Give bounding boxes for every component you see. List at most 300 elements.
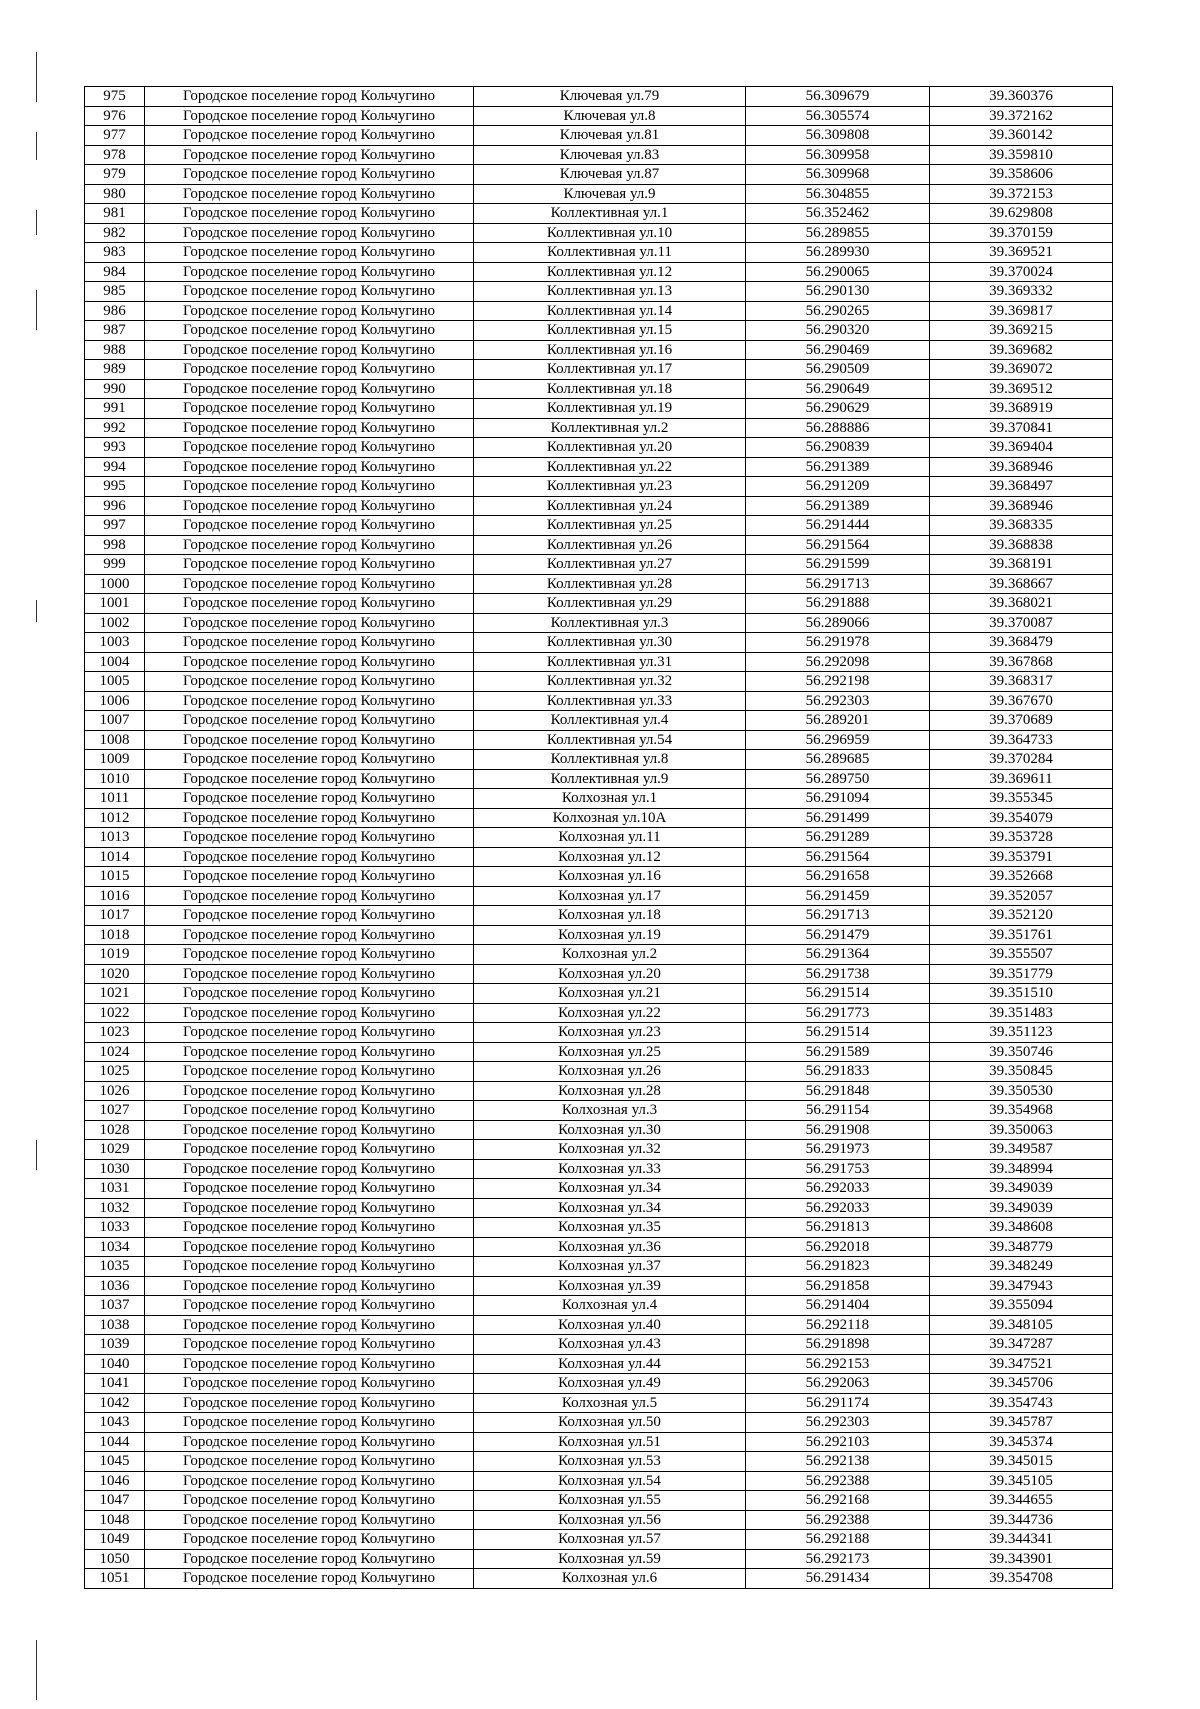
latitude-cell: 56.292388 xyxy=(746,1471,930,1491)
address-cell: Коллективная ул.31 xyxy=(474,652,746,672)
table-row xyxy=(85,360,1113,380)
table-row xyxy=(85,1257,1113,1277)
latitude-cell: 56.309808 xyxy=(746,126,930,146)
table-row xyxy=(85,594,1113,614)
longitude-cell: 39.344655 xyxy=(930,1491,1113,1511)
table-row xyxy=(85,1354,1113,1374)
row-number-cell: 981 xyxy=(85,204,145,224)
row-number-cell: 1049 xyxy=(85,1530,145,1550)
settlement-cell: Городское поселение город Кольчугино xyxy=(145,691,474,711)
table-row xyxy=(85,243,1113,263)
row-number-cell: 976 xyxy=(85,106,145,126)
longitude-cell: 39.368946 xyxy=(930,496,1113,516)
longitude-cell: 39.347287 xyxy=(930,1335,1113,1355)
table-row xyxy=(85,1003,1113,1023)
settlement-cell: Городское поселение город Кольчугино xyxy=(145,1530,474,1550)
row-number-cell: 1024 xyxy=(85,1042,145,1062)
latitude-cell: 56.289930 xyxy=(746,243,930,263)
row-number-cell: 983 xyxy=(85,243,145,263)
table-row xyxy=(85,1081,1113,1101)
row-number-cell: 1008 xyxy=(85,730,145,750)
table-row xyxy=(85,984,1113,1004)
address-cell: Колхозная ул.23 xyxy=(474,1023,746,1043)
row-number-cell: 1044 xyxy=(85,1432,145,1452)
longitude-cell: 39.370689 xyxy=(930,711,1113,731)
latitude-cell: 56.291174 xyxy=(746,1393,930,1413)
address-cell: Колхозная ул.55 xyxy=(474,1491,746,1511)
latitude-cell: 56.304855 xyxy=(746,184,930,204)
table-row xyxy=(85,1374,1113,1394)
longitude-cell: 39.349039 xyxy=(930,1179,1113,1199)
address-cell: Ключевая ул.9 xyxy=(474,184,746,204)
latitude-cell: 56.305574 xyxy=(746,106,930,126)
longitude-cell: 39.354743 xyxy=(930,1393,1113,1413)
latitude-cell: 56.288886 xyxy=(746,418,930,438)
table-row xyxy=(85,1140,1113,1160)
latitude-cell: 56.292303 xyxy=(746,1413,930,1433)
scan-artifact xyxy=(36,210,37,235)
longitude-cell: 39.369332 xyxy=(930,282,1113,302)
longitude-cell: 39.368317 xyxy=(930,672,1113,692)
table-row xyxy=(85,496,1113,516)
longitude-cell: 39.345706 xyxy=(930,1374,1113,1394)
latitude-cell: 56.291289 xyxy=(746,828,930,848)
address-cell: Коллективная ул.23 xyxy=(474,477,746,497)
table-row xyxy=(85,1198,1113,1218)
settlement-cell: Городское поселение город Кольчугино xyxy=(145,808,474,828)
longitude-cell: 39.345374 xyxy=(930,1432,1113,1452)
settlement-cell: Городское поселение город Кольчугино xyxy=(145,106,474,126)
latitude-cell: 56.291154 xyxy=(746,1101,930,1121)
settlement-cell: Городское поселение город Кольчугино xyxy=(145,1257,474,1277)
settlement-cell: Городское поселение город Кольчугино xyxy=(145,789,474,809)
row-number-cell: 1022 xyxy=(85,1003,145,1023)
address-cell: Коллективная ул.33 xyxy=(474,691,746,711)
address-cell: Колхозная ул.17 xyxy=(474,886,746,906)
settlement-cell: Городское поселение город Кольчугино xyxy=(145,1471,474,1491)
settlement-cell: Городское поселение город Кольчугино xyxy=(145,496,474,516)
longitude-cell: 39.372153 xyxy=(930,184,1113,204)
row-number-cell: 1028 xyxy=(85,1120,145,1140)
table-row xyxy=(85,925,1113,945)
table-row xyxy=(85,477,1113,497)
settlement-cell: Городское поселение город Кольчугино xyxy=(145,964,474,984)
address-cell: Коллективная ул.15 xyxy=(474,321,746,341)
latitude-cell: 56.291833 xyxy=(746,1062,930,1082)
settlement-cell: Городское поселение город Кольчугино xyxy=(145,399,474,419)
longitude-cell: 39.369215 xyxy=(930,321,1113,341)
table-row xyxy=(85,282,1113,302)
settlement-cell: Городское поселение город Кольчугино xyxy=(145,477,474,497)
latitude-cell: 56.291848 xyxy=(746,1081,930,1101)
latitude-cell: 56.291823 xyxy=(746,1257,930,1277)
address-cell: Ключевая ул.79 xyxy=(474,87,746,107)
address-cell: Коллективная ул.9 xyxy=(474,769,746,789)
table-row xyxy=(85,1530,1113,1550)
row-number-cell: 1015 xyxy=(85,867,145,887)
longitude-cell: 39.629808 xyxy=(930,204,1113,224)
latitude-cell: 56.292098 xyxy=(746,652,930,672)
row-number-cell: 992 xyxy=(85,418,145,438)
address-cell: Колхозная ул.5 xyxy=(474,1393,746,1413)
table-row xyxy=(85,1510,1113,1530)
row-number-cell: 987 xyxy=(85,321,145,341)
latitude-cell: 56.292388 xyxy=(746,1510,930,1530)
longitude-cell: 39.370159 xyxy=(930,223,1113,243)
settlement-cell: Городское поселение город Кольчугино xyxy=(145,613,474,633)
address-cell: Колхозная ул.35 xyxy=(474,1218,746,1238)
row-number-cell: 1002 xyxy=(85,613,145,633)
longitude-cell: 39.344736 xyxy=(930,1510,1113,1530)
latitude-cell: 56.290265 xyxy=(746,301,930,321)
latitude-cell: 56.291713 xyxy=(746,574,930,594)
row-number-cell: 1026 xyxy=(85,1081,145,1101)
table-row xyxy=(85,750,1113,770)
latitude-cell: 56.289685 xyxy=(746,750,930,770)
table-row xyxy=(85,613,1113,633)
longitude-cell: 39.369404 xyxy=(930,438,1113,458)
longitude-cell: 39.360376 xyxy=(930,87,1113,107)
longitude-cell: 39.367868 xyxy=(930,652,1113,672)
settlement-cell: Городское поселение город Кольчугино xyxy=(145,1062,474,1082)
row-number-cell: 1027 xyxy=(85,1101,145,1121)
table-row xyxy=(85,106,1113,126)
latitude-cell: 56.291973 xyxy=(746,1140,930,1160)
address-cell: Колхозная ул.16 xyxy=(474,867,746,887)
table-row xyxy=(85,418,1113,438)
row-number-cell: 1019 xyxy=(85,945,145,965)
address-cell: Колхозная ул.21 xyxy=(474,984,746,1004)
latitude-cell: 56.291364 xyxy=(746,945,930,965)
longitude-cell: 39.352057 xyxy=(930,886,1113,906)
address-cell: Коллективная ул.27 xyxy=(474,555,746,575)
longitude-cell: 39.355345 xyxy=(930,789,1113,809)
latitude-cell: 56.291459 xyxy=(746,886,930,906)
latitude-cell: 56.290320 xyxy=(746,321,930,341)
row-number-cell: 1023 xyxy=(85,1023,145,1043)
address-cell: Коллективная ул.29 xyxy=(474,594,746,614)
latitude-cell: 56.292118 xyxy=(746,1315,930,1335)
row-number-cell: 1001 xyxy=(85,594,145,614)
address-cell: Коллективная ул.14 xyxy=(474,301,746,321)
latitude-cell: 56.309679 xyxy=(746,87,930,107)
settlement-cell: Городское поселение город Кольчугино xyxy=(145,925,474,945)
latitude-cell: 56.291389 xyxy=(746,457,930,477)
address-cell: Коллективная ул.20 xyxy=(474,438,746,458)
address-cell: Колхозная ул.43 xyxy=(474,1335,746,1355)
longitude-cell: 39.369521 xyxy=(930,243,1113,263)
longitude-cell: 39.352668 xyxy=(930,867,1113,887)
row-number-cell: 1040 xyxy=(85,1354,145,1374)
row-number-cell: 1004 xyxy=(85,652,145,672)
settlement-cell: Городское поселение город Кольчугино xyxy=(145,340,474,360)
table-row xyxy=(85,1218,1113,1238)
row-number-cell: 993 xyxy=(85,438,145,458)
row-number-cell: 1033 xyxy=(85,1218,145,1238)
row-number-cell: 1007 xyxy=(85,711,145,731)
latitude-cell: 56.289855 xyxy=(746,223,930,243)
settlement-cell: Городское поселение город Кольчугино xyxy=(145,750,474,770)
settlement-cell: Городское поселение город Кольчугино xyxy=(145,1413,474,1433)
latitude-cell: 56.292138 xyxy=(746,1452,930,1472)
address-cell: Колхозная ул.11 xyxy=(474,828,746,848)
longitude-cell: 39.355507 xyxy=(930,945,1113,965)
table-row xyxy=(85,691,1113,711)
address-cell: Колхозная ул.59 xyxy=(474,1549,746,1569)
table-row xyxy=(85,165,1113,185)
scan-artifact xyxy=(36,1140,37,1170)
longitude-cell: 39.350746 xyxy=(930,1042,1113,1062)
row-number-cell: 1013 xyxy=(85,828,145,848)
settlement-cell: Городское поселение город Кольчугино xyxy=(145,1101,474,1121)
address-cell: Колхозная ул.28 xyxy=(474,1081,746,1101)
settlement-cell: Городское поселение город Кольчугино xyxy=(145,145,474,165)
latitude-cell: 56.291773 xyxy=(746,1003,930,1023)
scan-artifact xyxy=(36,600,37,622)
row-number-cell: 1034 xyxy=(85,1237,145,1257)
longitude-cell: 39.353791 xyxy=(930,847,1113,867)
latitude-cell: 56.292103 xyxy=(746,1432,930,1452)
address-cell: Колхозная ул.40 xyxy=(474,1315,746,1335)
longitude-cell: 39.349039 xyxy=(930,1198,1113,1218)
longitude-cell: 39.368335 xyxy=(930,516,1113,536)
table-row xyxy=(85,867,1113,887)
table-row xyxy=(85,145,1113,165)
row-number-cell: 996 xyxy=(85,496,145,516)
latitude-cell: 56.291898 xyxy=(746,1335,930,1355)
table-row xyxy=(85,1432,1113,1452)
address-cell: Коллективная ул.1 xyxy=(474,204,746,224)
settlement-cell: Городское поселение город Кольчугино xyxy=(145,730,474,750)
table-row xyxy=(85,379,1113,399)
longitude-cell: 39.370024 xyxy=(930,262,1113,282)
table-row xyxy=(85,516,1113,536)
latitude-cell: 56.290649 xyxy=(746,379,930,399)
settlement-cell: Городское поселение город Кольчугино xyxy=(145,1354,474,1374)
latitude-cell: 56.291753 xyxy=(746,1159,930,1179)
row-number-cell: 1025 xyxy=(85,1062,145,1082)
row-number-cell: 1006 xyxy=(85,691,145,711)
row-number-cell: 989 xyxy=(85,360,145,380)
table-row xyxy=(85,711,1113,731)
latitude-cell: 56.291713 xyxy=(746,906,930,926)
address-cell: Колхозная ул.57 xyxy=(474,1530,746,1550)
address-cell: Колхозная ул.2 xyxy=(474,945,746,965)
settlement-cell: Городское поселение город Кольчугино xyxy=(145,1432,474,1452)
row-number-cell: 1009 xyxy=(85,750,145,770)
coordinates-table xyxy=(84,86,1113,1589)
address-cell: Колхозная ул.56 xyxy=(474,1510,746,1530)
longitude-cell: 39.354708 xyxy=(930,1569,1113,1589)
settlement-cell: Городское поселение город Кольчугино xyxy=(145,360,474,380)
latitude-cell: 56.291658 xyxy=(746,867,930,887)
table-row xyxy=(85,1296,1113,1316)
address-cell: Колхозная ул.6 xyxy=(474,1569,746,1589)
table-row xyxy=(85,789,1113,809)
settlement-cell: Городское поселение город Кольчугино xyxy=(145,418,474,438)
settlement-cell: Городское поселение город Кольчугино xyxy=(145,457,474,477)
address-cell: Коллективная ул.54 xyxy=(474,730,746,750)
row-number-cell: 1035 xyxy=(85,1257,145,1277)
address-cell: Ключевая ул.83 xyxy=(474,145,746,165)
settlement-cell: Городское поселение город Кольчугино xyxy=(145,945,474,965)
row-number-cell: 1036 xyxy=(85,1276,145,1296)
longitude-cell: 39.355094 xyxy=(930,1296,1113,1316)
table-row xyxy=(85,906,1113,926)
latitude-cell: 56.291858 xyxy=(746,1276,930,1296)
table-row xyxy=(85,652,1113,672)
row-number-cell: 1045 xyxy=(85,1452,145,1472)
table-row xyxy=(85,730,1113,750)
latitude-cell: 56.291888 xyxy=(746,594,930,614)
row-number-cell: 991 xyxy=(85,399,145,419)
longitude-cell: 39.368497 xyxy=(930,477,1113,497)
address-cell: Колхозная ул.1 xyxy=(474,789,746,809)
settlement-cell: Городское поселение город Кольчугино xyxy=(145,1510,474,1530)
settlement-cell: Городское поселение город Кольчугино xyxy=(145,282,474,302)
longitude-cell: 39.370841 xyxy=(930,418,1113,438)
address-cell: Коллективная ул.13 xyxy=(474,282,746,302)
address-cell: Коллективная ул.25 xyxy=(474,516,746,536)
settlement-cell: Городское поселение город Кольчугино xyxy=(145,672,474,692)
settlement-cell: Городское поселение город Кольчугино xyxy=(145,1315,474,1335)
longitude-cell: 39.359810 xyxy=(930,145,1113,165)
settlement-cell: Городское поселение город Кольчугино xyxy=(145,1276,474,1296)
table-row xyxy=(85,457,1113,477)
settlement-cell: Городское поселение город Кольчугино xyxy=(145,594,474,614)
latitude-cell: 56.292063 xyxy=(746,1374,930,1394)
table-row xyxy=(85,847,1113,867)
longitude-cell: 39.370284 xyxy=(930,750,1113,770)
latitude-cell: 56.291564 xyxy=(746,535,930,555)
latitude-cell: 56.291499 xyxy=(746,808,930,828)
address-cell: Колхозная ул.49 xyxy=(474,1374,746,1394)
longitude-cell: 39.351779 xyxy=(930,964,1113,984)
latitude-cell: 56.289066 xyxy=(746,613,930,633)
row-number-cell: 1000 xyxy=(85,574,145,594)
row-number-cell: 1041 xyxy=(85,1374,145,1394)
table-row xyxy=(85,321,1113,341)
latitude-cell: 56.289201 xyxy=(746,711,930,731)
address-cell: Коллективная ул.10 xyxy=(474,223,746,243)
row-number-cell: 998 xyxy=(85,535,145,555)
row-number-cell: 1042 xyxy=(85,1393,145,1413)
address-cell: Коллективная ул.26 xyxy=(474,535,746,555)
longitude-cell: 39.350845 xyxy=(930,1062,1113,1082)
row-number-cell: 1011 xyxy=(85,789,145,809)
longitude-cell: 39.368838 xyxy=(930,535,1113,555)
row-number-cell: 1048 xyxy=(85,1510,145,1530)
settlement-cell: Городское поселение город Кольчугино xyxy=(145,633,474,653)
table-row xyxy=(85,1471,1113,1491)
address-cell: Колхозная ул.19 xyxy=(474,925,746,945)
longitude-cell: 39.354079 xyxy=(930,808,1113,828)
table-body xyxy=(85,87,1113,1589)
settlement-cell: Городское поселение город Кольчугино xyxy=(145,535,474,555)
table-row xyxy=(85,1549,1113,1569)
longitude-cell: 39.351123 xyxy=(930,1023,1113,1043)
address-cell: Коллективная ул.16 xyxy=(474,340,746,360)
table-row xyxy=(85,1335,1113,1355)
longitude-cell: 39.351510 xyxy=(930,984,1113,1004)
settlement-cell: Городское поселение город Кольчугино xyxy=(145,1218,474,1238)
address-cell: Коллективная ул.8 xyxy=(474,750,746,770)
row-number-cell: 1020 xyxy=(85,964,145,984)
longitude-cell: 39.370087 xyxy=(930,613,1113,633)
table-row xyxy=(85,204,1113,224)
settlement-cell: Городское поселение город Кольчугино xyxy=(145,1452,474,1472)
table-row xyxy=(85,1159,1113,1179)
row-number-cell: 1032 xyxy=(85,1198,145,1218)
address-cell: Колхозная ул.10А xyxy=(474,808,746,828)
latitude-cell: 56.292198 xyxy=(746,672,930,692)
address-cell: Колхозная ул.18 xyxy=(474,906,746,926)
address-cell: Коллективная ул.3 xyxy=(474,613,746,633)
table-row xyxy=(85,87,1113,107)
address-cell: Коллективная ул.19 xyxy=(474,399,746,419)
longitude-cell: 39.347521 xyxy=(930,1354,1113,1374)
latitude-cell: 56.292018 xyxy=(746,1237,930,1257)
settlement-cell: Городское поселение город Кольчугино xyxy=(145,1179,474,1199)
address-cell: Колхозная ул.30 xyxy=(474,1120,746,1140)
address-cell: Коллективная ул.17 xyxy=(474,360,746,380)
latitude-cell: 56.292188 xyxy=(746,1530,930,1550)
address-cell: Колхозная ул.25 xyxy=(474,1042,746,1062)
latitude-cell: 56.290065 xyxy=(746,262,930,282)
longitude-cell: 39.369611 xyxy=(930,769,1113,789)
row-number-cell: 984 xyxy=(85,262,145,282)
settlement-cell: Городское поселение город Кольчугино xyxy=(145,1374,474,1394)
longitude-cell: 39.368946 xyxy=(930,457,1113,477)
latitude-cell: 56.291514 xyxy=(746,1023,930,1043)
row-number-cell: 986 xyxy=(85,301,145,321)
latitude-cell: 56.290629 xyxy=(746,399,930,419)
table-row xyxy=(85,1062,1113,1082)
longitude-cell: 39.364733 xyxy=(930,730,1113,750)
row-number-cell: 980 xyxy=(85,184,145,204)
settlement-cell: Городское поселение город Кольчугино xyxy=(145,1081,474,1101)
row-number-cell: 1016 xyxy=(85,886,145,906)
address-cell: Колхозная ул.22 xyxy=(474,1003,746,1023)
address-cell: Колхозная ул.26 xyxy=(474,1062,746,1082)
longitude-cell: 39.350530 xyxy=(930,1081,1113,1101)
latitude-cell: 56.291908 xyxy=(746,1120,930,1140)
latitude-cell: 56.291978 xyxy=(746,633,930,653)
longitude-cell: 39.367670 xyxy=(930,691,1113,711)
settlement-cell: Городское поселение город Кольчугино xyxy=(145,652,474,672)
address-cell: Колхозная ул.54 xyxy=(474,1471,746,1491)
latitude-cell: 56.292303 xyxy=(746,691,930,711)
latitude-cell: 56.291434 xyxy=(746,1569,930,1589)
latitude-cell: 56.291404 xyxy=(746,1296,930,1316)
settlement-cell: Городское поселение город Кольчугино xyxy=(145,1042,474,1062)
settlement-cell: Городское поселение город Кольчугино xyxy=(145,87,474,107)
scan-artifact xyxy=(36,52,37,102)
row-number-cell: 1050 xyxy=(85,1549,145,1569)
settlement-cell: Городское поселение город Кольчугино xyxy=(145,769,474,789)
row-number-cell: 999 xyxy=(85,555,145,575)
row-number-cell: 1014 xyxy=(85,847,145,867)
row-number-cell: 995 xyxy=(85,477,145,497)
table-row xyxy=(85,1393,1113,1413)
settlement-cell: Городское поселение город Кольчугино xyxy=(145,1023,474,1043)
address-cell: Коллективная ул.32 xyxy=(474,672,746,692)
row-number-cell: 1043 xyxy=(85,1413,145,1433)
scan-artifact xyxy=(36,290,37,330)
latitude-cell: 56.292153 xyxy=(746,1354,930,1374)
settlement-cell: Городское поселение город Кольчугино xyxy=(145,886,474,906)
row-number-cell: 997 xyxy=(85,516,145,536)
